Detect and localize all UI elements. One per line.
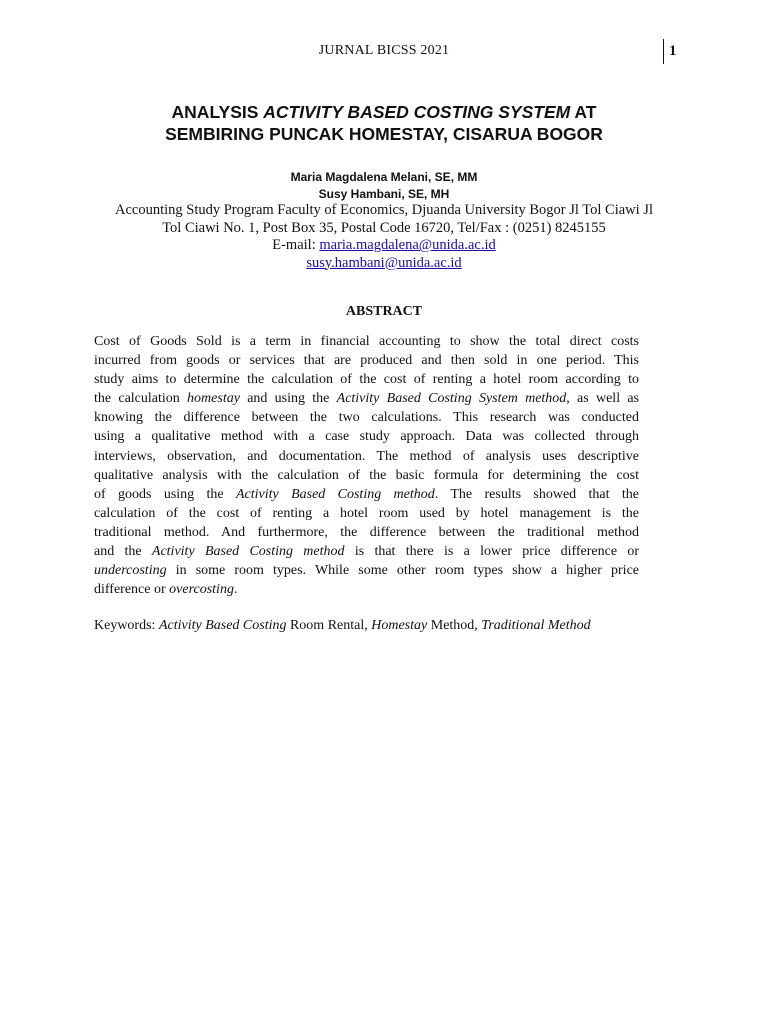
abstract-line <box>94 542 639 561</box>
keyword: Activity Based Costing <box>158 618 287 633</box>
text-run: and the <box>94 544 152 560</box>
abstract-heading: ABSTRACT <box>345 304 423 319</box>
text-run: . <box>233 582 238 598</box>
italic-term: Activity Based Costing method <box>235 486 435 502</box>
keyword: Traditional Method <box>481 618 591 633</box>
abstract-line: incurred from goods or services that are produced and then sold in one period. This <box>94 353 639 369</box>
abstract-line <box>94 389 639 408</box>
paper-title <box>0 101 768 145</box>
abstract-line: qualitative analysis with the calculation of the basic formula for determining the cost <box>94 467 639 483</box>
italic-term: Activity Based Costing System method <box>336 391 567 407</box>
text-run: of goods using the <box>94 486 236 502</box>
abstract-line: using a qualitative method with a case study approach. Data was collected through <box>94 429 639 445</box>
italic-term: overcosting <box>169 582 234 598</box>
abstract-line: traditional method. And furthermore, the difference between the traditional method <box>94 524 639 540</box>
abstract-line: calculation of the cost of renting a hotel room used by hotel management is the <box>94 505 639 521</box>
email-link[interactable]: susy.hambani@unida.ac.id <box>306 254 462 271</box>
author-name: Maria Magdalena Melani, SE, MM <box>290 170 478 184</box>
abstract-line <box>94 580 639 599</box>
text-run: in some room types. While some other room types show a higher price <box>166 563 639 579</box>
abstract-line <box>94 561 639 580</box>
italic-term: homestay <box>187 391 240 407</box>
text-run: is that there is a lower price difference or <box>344 544 640 560</box>
page-number: 1 <box>663 39 677 64</box>
email-line <box>0 237 768 255</box>
italic-term: undercosting <box>94 563 167 579</box>
title-italic-text: ACTIVITY BASED COSTING SYSTEM <box>263 102 571 122</box>
author-name: Susy Hambani, SE, MH <box>318 187 450 201</box>
abstract-line <box>94 485 639 504</box>
affiliation-line: Accounting Study Program Faculty of Economics, Djuanda University Bogor Jl Tol Ciawi Jl <box>115 202 653 218</box>
text-run: . The results showed that the <box>434 486 639 502</box>
abstract-line: knowing the difference between the two calculations. This research was conducted <box>94 410 639 426</box>
affiliation-line: Tol Ciawi No. 1, Post Box 35, Postal Code 16720, Tel/Fax : (0251) 8245155 <box>162 219 606 236</box>
keyword-text: Room Rental, <box>286 618 372 633</box>
author-list <box>0 169 768 203</box>
text-run: the calculation <box>94 391 188 407</box>
keywords-label: Keywords: <box>94 618 159 633</box>
title-line-2: SEMBIRING PUNCAK HOMESTAY, CISARUA BOGOR <box>165 124 603 144</box>
text-run: difference or <box>94 582 170 598</box>
title-line-1 <box>0 101 768 123</box>
text-run: and using the <box>239 391 337 407</box>
italic-term: Activity Based Costing method <box>151 544 345 560</box>
text-run: , as well as <box>566 391 639 407</box>
email-line <box>0 255 768 273</box>
keyword: Homestay <box>371 618 428 633</box>
abstract-body <box>94 332 639 599</box>
title-text: ANALYSIS <box>171 102 264 122</box>
abstract-line: study aims to determine the calculation of the cost of renting a hotel room according to <box>94 372 639 388</box>
running-head: JURNAL BICSS 2021 <box>318 43 450 58</box>
abstract-line: Cost of Goods Sold is a term in financial accounting to show the total direct costs <box>94 334 639 349</box>
email-link[interactable]: maria.magdalena@unida.ac.id <box>319 237 496 253</box>
affiliation <box>0 202 768 272</box>
abstract-line: interviews, observation, and documentation. The method of analysis uses descriptive <box>94 448 639 464</box>
keyword-text: Method, <box>427 618 482 633</box>
title-text: AT <box>570 102 597 122</box>
email-label: E-mail: <box>272 237 320 253</box>
keywords <box>94 616 654 635</box>
